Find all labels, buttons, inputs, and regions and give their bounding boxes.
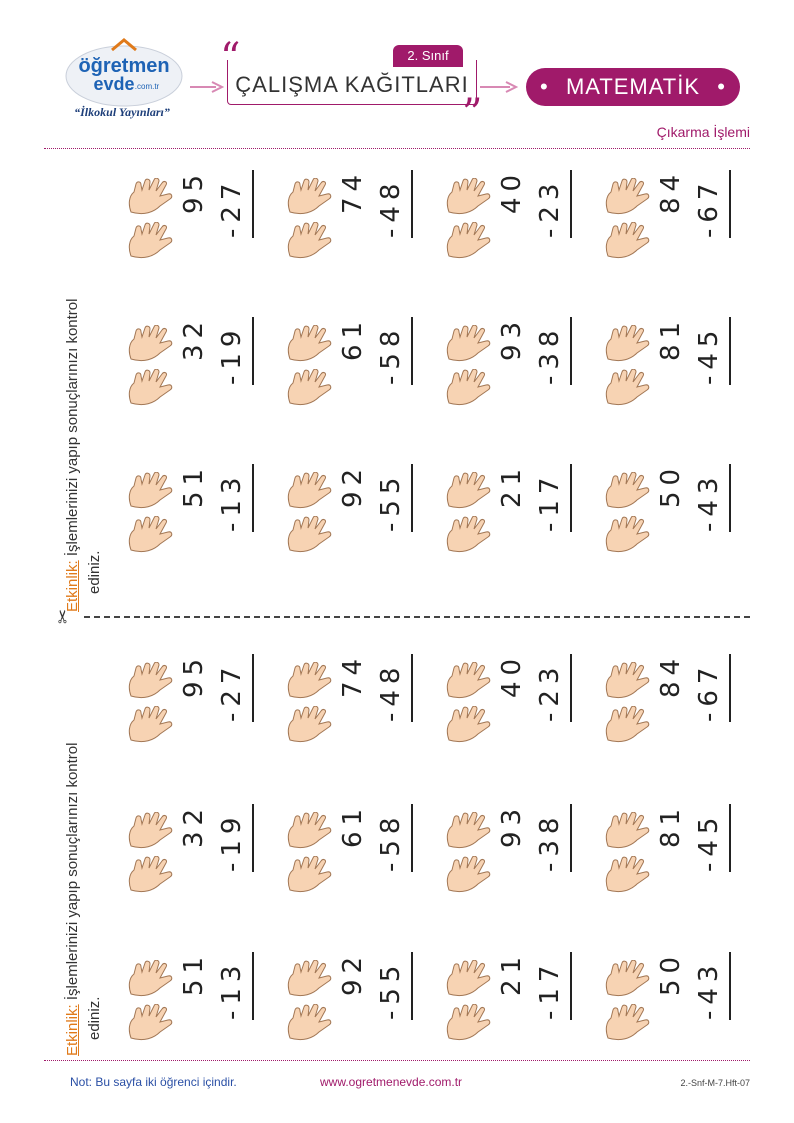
subtraction-problem	[603, 168, 753, 288]
footer-website[interactable]: www.ogretmenevde.com.tr	[320, 1075, 463, 1089]
cut-line	[84, 616, 750, 618]
hand-icon	[603, 472, 653, 512]
minuend: 84	[656, 168, 686, 214]
subtraction-problem	[126, 802, 276, 922]
subtrahend: -17	[535, 959, 565, 1020]
subtraction-problem	[444, 168, 594, 288]
problem-numbers	[333, 776, 417, 876]
hand-icon	[285, 960, 335, 1000]
problem-numbers	[492, 289, 576, 389]
subtraction-problem	[603, 462, 753, 582]
answer-line	[411, 804, 413, 872]
hand-icon	[126, 472, 176, 512]
answer-line	[729, 170, 731, 238]
subtrahend: -23	[535, 177, 565, 238]
answer-line	[411, 952, 413, 1020]
answer-line	[411, 317, 413, 385]
answer-line	[252, 170, 254, 238]
subtrahend: -45	[694, 324, 724, 385]
minuend: 92	[338, 950, 368, 996]
subtraction-problem	[444, 315, 594, 435]
hand-icon	[603, 222, 653, 262]
instruction-bottom-line2: ediniz.	[86, 996, 103, 1040]
hand-icon	[444, 960, 494, 1000]
hand-icon	[444, 369, 494, 409]
subtrahend: -43	[694, 959, 724, 1020]
hand-icon	[126, 516, 176, 556]
minuend: 93	[497, 802, 527, 848]
arrow-icon	[190, 80, 226, 94]
hand-icon	[126, 1004, 176, 1044]
minuend: 93	[497, 315, 527, 361]
subtrahend: -67	[694, 177, 724, 238]
hand-icon	[603, 812, 653, 852]
subtraction-problem	[444, 652, 594, 772]
instruction-text: İşlemlerinizi yapıp sonuçlarınızı kontrol	[64, 298, 81, 557]
minuend: 81	[656, 315, 686, 361]
hand-icon	[603, 325, 653, 365]
hand-icon	[603, 178, 653, 218]
problem-numbers	[174, 436, 258, 536]
minuend: 51	[179, 950, 209, 996]
minuend: 74	[338, 652, 368, 698]
subtraction-problem	[285, 168, 435, 288]
subtrahend: -45	[694, 811, 724, 872]
answer-line	[252, 952, 254, 1020]
hand-icon	[126, 369, 176, 409]
hand-icon	[285, 516, 335, 556]
subtraction-problem	[126, 315, 276, 435]
subject-label: MATEMATİK	[565, 74, 701, 99]
hand-icon	[444, 178, 494, 218]
problem-numbers	[174, 289, 258, 389]
instruction-top-line2: ediniz.	[86, 550, 103, 594]
minuend: 81	[656, 802, 686, 848]
subtrahend: -23	[535, 661, 565, 722]
subtrahend: -38	[535, 324, 565, 385]
scissors-icon: ✂	[53, 608, 74, 625]
subtraction-problem	[285, 950, 435, 1070]
answer-line	[252, 464, 254, 532]
answer-line	[411, 464, 413, 532]
hand-icon	[603, 369, 653, 409]
problem-numbers	[333, 626, 417, 726]
answer-line	[411, 170, 413, 238]
hand-icon	[444, 706, 494, 746]
close-quote-icon: ”	[462, 91, 483, 137]
minuend: 95	[179, 168, 209, 214]
subtrahend: -13	[217, 959, 247, 1020]
grade-badge: 2. Sınıf	[393, 45, 463, 67]
hand-icon	[444, 325, 494, 365]
hand-icon	[285, 1004, 335, 1044]
subtrahend: -58	[376, 811, 406, 872]
hand-icon	[603, 662, 653, 702]
arrow-icon	[480, 80, 520, 94]
subtrahend: -55	[376, 471, 406, 532]
answer-line	[570, 952, 572, 1020]
hand-icon	[444, 472, 494, 512]
instruction-label: Etkinlik:	[64, 1004, 81, 1056]
subtrahend: -13	[217, 471, 247, 532]
subtraction-problem	[603, 950, 753, 1070]
problem-numbers	[651, 142, 735, 242]
minuend: 32	[179, 315, 209, 361]
minuend: 61	[338, 802, 368, 848]
instruction-text: İşlemlerinizi yapıp sonuçlarınızı kontrol	[64, 742, 81, 1001]
minuend: 32	[179, 802, 209, 848]
subtrahend: -27	[217, 177, 247, 238]
hand-icon	[126, 812, 176, 852]
answer-line	[729, 952, 731, 1020]
subtrahend: -43	[694, 471, 724, 532]
subtrahend: -27	[217, 661, 247, 722]
subtraction-problem	[444, 802, 594, 922]
problem-numbers	[333, 142, 417, 242]
answer-line	[570, 464, 572, 532]
answer-line	[252, 317, 254, 385]
hand-icon	[285, 662, 335, 702]
problem-numbers	[492, 626, 576, 726]
problem-numbers	[174, 142, 258, 242]
subtraction-problem	[603, 802, 753, 922]
subtraction-problem	[285, 462, 435, 582]
bullet-icon: •	[540, 74, 549, 99]
subtraction-problem	[285, 315, 435, 435]
hand-icon	[126, 178, 176, 218]
subtraction-problem	[126, 950, 276, 1070]
problem-numbers	[333, 924, 417, 1024]
instruction-top	[64, 299, 81, 612]
bullet-icon: •	[717, 74, 726, 99]
subtrahend: -38	[535, 811, 565, 872]
hand-icon	[285, 178, 335, 218]
problem-numbers	[492, 142, 576, 242]
answer-line	[729, 654, 731, 722]
subtraction-problem	[285, 652, 435, 772]
answer-line	[252, 654, 254, 722]
subtrahend: -55	[376, 959, 406, 1020]
hand-icon	[444, 516, 494, 556]
hand-icon	[444, 1004, 494, 1044]
minuend: 50	[656, 950, 686, 996]
answer-line	[411, 654, 413, 722]
logo-text-1: öğretmen	[78, 55, 170, 77]
instruction-label: Etkinlik:	[64, 560, 81, 612]
logo-domain: .com.tr	[134, 82, 160, 91]
problem-numbers	[651, 289, 735, 389]
hand-icon	[603, 706, 653, 746]
answer-line	[729, 464, 731, 532]
problem-numbers	[174, 776, 258, 876]
subtrahend: -19	[217, 324, 247, 385]
logo-text-2: evde	[93, 74, 135, 94]
hand-icon	[603, 1004, 653, 1044]
problem-numbers	[174, 924, 258, 1024]
problem-numbers	[651, 776, 735, 876]
subject-pill	[526, 68, 740, 106]
subtrahend: -48	[376, 661, 406, 722]
hand-icon	[285, 325, 335, 365]
answer-line	[729, 804, 731, 872]
hand-icon	[126, 325, 176, 365]
problem-numbers	[492, 924, 576, 1024]
minuend: 50	[656, 462, 686, 508]
minuend: 95	[179, 652, 209, 698]
subtraction-problem	[444, 462, 594, 582]
logo	[62, 36, 192, 126]
page-title: ÇALIŞMA KAĞITLARI	[235, 72, 469, 97]
minuend: 21	[497, 950, 527, 996]
answer-line	[570, 804, 572, 872]
hand-icon	[444, 662, 494, 702]
answer-line	[570, 170, 572, 238]
problem-numbers	[333, 436, 417, 536]
subtrahend: -67	[694, 661, 724, 722]
hand-icon	[444, 856, 494, 896]
open-quote-icon: “	[220, 35, 241, 81]
hand-icon	[126, 960, 176, 1000]
minuend: 61	[338, 315, 368, 361]
hand-icon	[126, 662, 176, 702]
problem-numbers	[492, 776, 576, 876]
hand-icon	[126, 222, 176, 262]
minuend: 84	[656, 652, 686, 698]
hand-icon	[285, 369, 335, 409]
subtraction-problem	[444, 950, 594, 1070]
minuend: 74	[338, 168, 368, 214]
hand-icon	[285, 472, 335, 512]
hand-icon	[444, 812, 494, 852]
problem-numbers	[174, 626, 258, 726]
subtraction-problem	[126, 462, 276, 582]
hand-icon	[126, 856, 176, 896]
answer-line	[570, 654, 572, 722]
hand-icon	[603, 516, 653, 556]
hand-icon	[285, 856, 335, 896]
topic-label: Çıkarma İşlemi	[656, 124, 750, 140]
minuend: 21	[497, 462, 527, 508]
hand-icon	[126, 706, 176, 746]
problem-numbers	[651, 436, 735, 536]
subtraction-problem	[603, 652, 753, 772]
subtraction-problem	[126, 652, 276, 772]
footer-divider	[44, 1060, 750, 1061]
minuend: 51	[179, 462, 209, 508]
instruction-bottom	[64, 743, 81, 1056]
hand-icon	[603, 856, 653, 896]
answer-line	[252, 804, 254, 872]
footer-code: 2.-Snf-M-7.Hft-07	[680, 1078, 750, 1088]
answer-line	[729, 317, 731, 385]
subtrahend: -19	[217, 811, 247, 872]
subtrahend: -17	[535, 471, 565, 532]
problem-numbers	[333, 289, 417, 389]
subtraction-problem	[285, 802, 435, 922]
hand-icon	[285, 812, 335, 852]
minuend: 40	[497, 168, 527, 214]
logo-tagline: “İlkokul Yayınları”	[74, 105, 170, 119]
answer-line	[570, 317, 572, 385]
hand-icon	[285, 222, 335, 262]
subtrahend: -58	[376, 324, 406, 385]
problem-numbers	[651, 626, 735, 726]
hand-icon	[444, 222, 494, 262]
subtraction-problem	[126, 168, 276, 288]
minuend: 40	[497, 652, 527, 698]
hand-icon	[285, 706, 335, 746]
minuend: 92	[338, 462, 368, 508]
subtrahend: -48	[376, 177, 406, 238]
problem-numbers	[492, 436, 576, 536]
hand-icon	[603, 960, 653, 1000]
subtraction-problem	[603, 315, 753, 435]
problem-numbers	[651, 924, 735, 1024]
footer-note: Not: Bu sayfa iki öğrenci içindir.	[70, 1075, 237, 1089]
